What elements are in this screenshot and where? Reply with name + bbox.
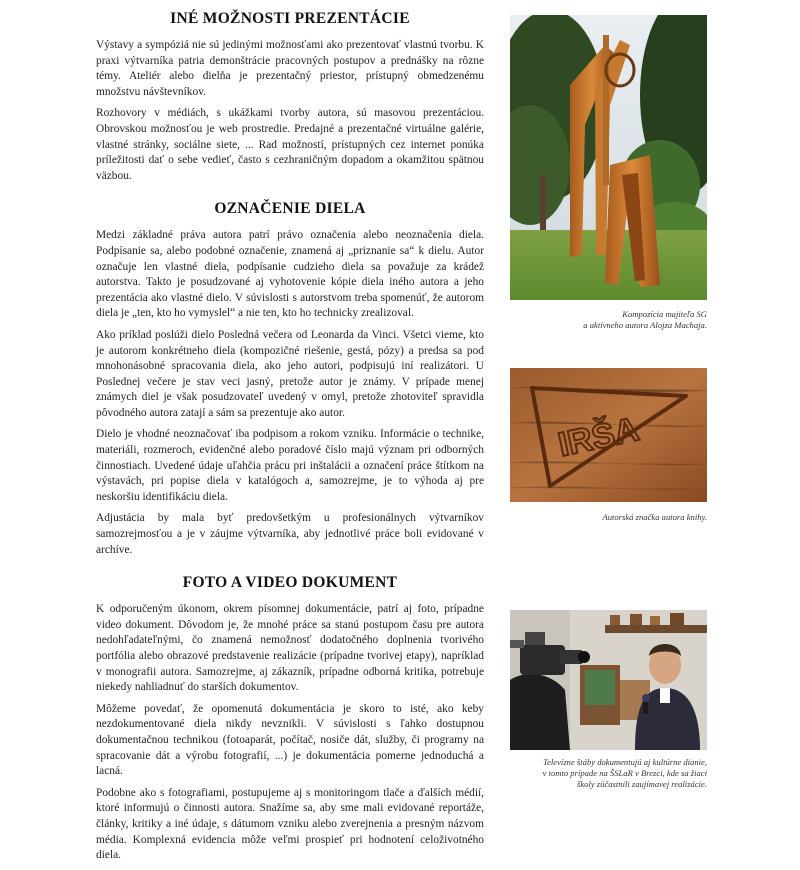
paragraph: Rozhovory v médiách, s ukážkami tvorby autora, sú masovou prezentáciou. Obrovskou možnosťou je web prostredie. Predajné a prezentačné virtuálne galérie, vlastné stránky, sociálne siete, ... Rad možností, prístupných cez internet ponúka príležitosti dať o sebe vedieť, často s cezhraničným dopadom a okamžitou spätnou väzbou.: [96, 107, 484, 182]
sculpture-photo: [510, 15, 707, 300]
tv-camera-interview-icon: [510, 610, 707, 750]
paragraph: Ako príklad poslúži dielo Posledná večera od Leonarda da Vinci. Všetci vieme, kto je autorom konkrétneho diela (kompozičné riešenie, gestá, pózy) a predsa sa pod mnohonásobné spracovania diela, ako jeho autori, podpisujú iní realizátori. U Poslednej večere je stav veci jasný, pretože autor je známy. V prípade menej známych diel je však posudzovateľ uvedený v omyl, pretože zhotoviteľ spravidla pôvodného autora zatají a sám sa prezentuje ako autor.: [96, 328, 484, 419]
text-column: [96, 10, 484, 870]
author-mark-icon: [510, 368, 707, 502]
paragraph: K odporučeným úkonom, okrem písomnej dokumentácie, patrí aj foto, prípadne video dokument. Dôvodom je, že mnohé práce sa stanú postupom času pre autora nedohľadateľnými, čo znamená nemožnosť dodatočného doplnenia tvorivého portfólia alebo obrazové predstavenie realizácie (prípadne tvorivej etapy), napríklad v monografii autora. Samozrejme, aj zákazník, prípadne odborná kritika, potrebuje niekedy nahliadnuť do starších dokumentov.: [96, 603, 484, 694]
paragraph: Adjustácia by mala byť predovšetkým u profesionálnych výtvarníkov samozrejmosťou a je v záujme výtvarníka, aby jednotlivé práce boli evidované v archíve.: [96, 512, 484, 556]
caption-line: v tomto prípade na ŠSLaR v Brezci, kde sa žiaci: [542, 768, 707, 778]
section-foto-video: [96, 574, 484, 864]
author-mark-photo: [510, 368, 707, 502]
paragraph: Výstavy a sympóziá nie sú jedinými možnosťami ako prezentovať vlastnú tvorbu. K praxi výtvarníka patria demonštrácie pracovných postupov a prednášky na rôzne témy. Ateliér alebo dielňa je prezentačný priestor, prístupný obmedzenému množstvu návštevníkov.: [96, 39, 484, 98]
caption-line: Autorská značka autora knihy.: [602, 512, 707, 522]
section-oznacenie-diela: [96, 200, 484, 558]
caption-sculpture: [500, 309, 707, 331]
caption-line: Kompozícia majiteľa SG: [622, 309, 707, 319]
paragraph: Podobne ako s fotografiami, postupujeme aj s monitoringom tlače a ďalších médií, ktoré informujú o činnosti autora. Snažíme sa, aby sme mali evidované reportáže, články, kritiky a iné údaje, s dátumom vzniku alebo zverejnenia a presným názvom média. Komplexná evidencia môže veľmi prospieť pri hodnotení celoživotného diela.: [96, 786, 484, 862]
section-heading: INÉ MOŽNOSTI PREZENTÁCIE: [170, 10, 410, 27]
caption-line: školy zúčastnili zaujímavej realizácie.: [577, 779, 707, 789]
tv-crew-photo: [510, 610, 707, 750]
author-mark-text: IRŠA: [554, 410, 643, 465]
caption-line: Televízne štáby dokumentujú aj kultúrne dianie,: [543, 757, 707, 767]
section-ine-moznosti: [96, 10, 484, 184]
caption-line: a aktívneho autora Alojza Machaja.: [583, 320, 707, 330]
caption-tv-crew: [500, 757, 707, 790]
section-heading: OZNAČENIE DIELA: [214, 200, 366, 218]
clothespin-sculpture-icon: [510, 15, 707, 300]
section-heading: FOTO A VIDEO DOKUMENT: [182, 574, 398, 592]
paragraph: Môžeme povedať, že opomenutá dokumentácia je skoro to isté, ako keby nezdokumentované diela nikdy nevznikli. V súvislosti s ľahko dostupnou dokumentačnou technikou (fotoaparát, počítač, nosiče dát, služby, či programy na spracovanie dát a výrobu fotografií, ...) je dokumentácia pomerne jednoduchá a lacná.: [96, 702, 484, 778]
paragraph: Medzi základné práva autora patrí právo označenia alebo neoznačenia diela. Podpísanie sa, alebo podobné označenie, znamená aj „priznanie sa“ k dielu. Autor označuje len vlastné diela, podpísanie cudzieho diela sa považuje za krádež autorstva. Takto je posudzované aj vyhotovenie kópie diela iného autora a jeho prezentácia ako vlastné dielo. V súvislosti s autorstvom treba spomenúť, že autorom diela je „ten, kto ho vymyslel“ a nie ten, kto ho technicky zrealizoval.: [96, 229, 484, 320]
caption-author-mark: [500, 512, 707, 523]
paragraph: Dielo je vhodné neoznačovať iba podpisom a rokom vzniku. Informácie o technike, materiáli, rozmeroch, evidenčné alebo poradové číslo majú význam pri odborných činnostiach. Uvedené údaje uľahčia prácu pri inštalácii a označení práce štítkom na výstavách, pri popise diela v katalógoch a, samozrejme, je to výhoda aj pre neskoršiu identifikáciu diela.: [96, 428, 484, 503]
